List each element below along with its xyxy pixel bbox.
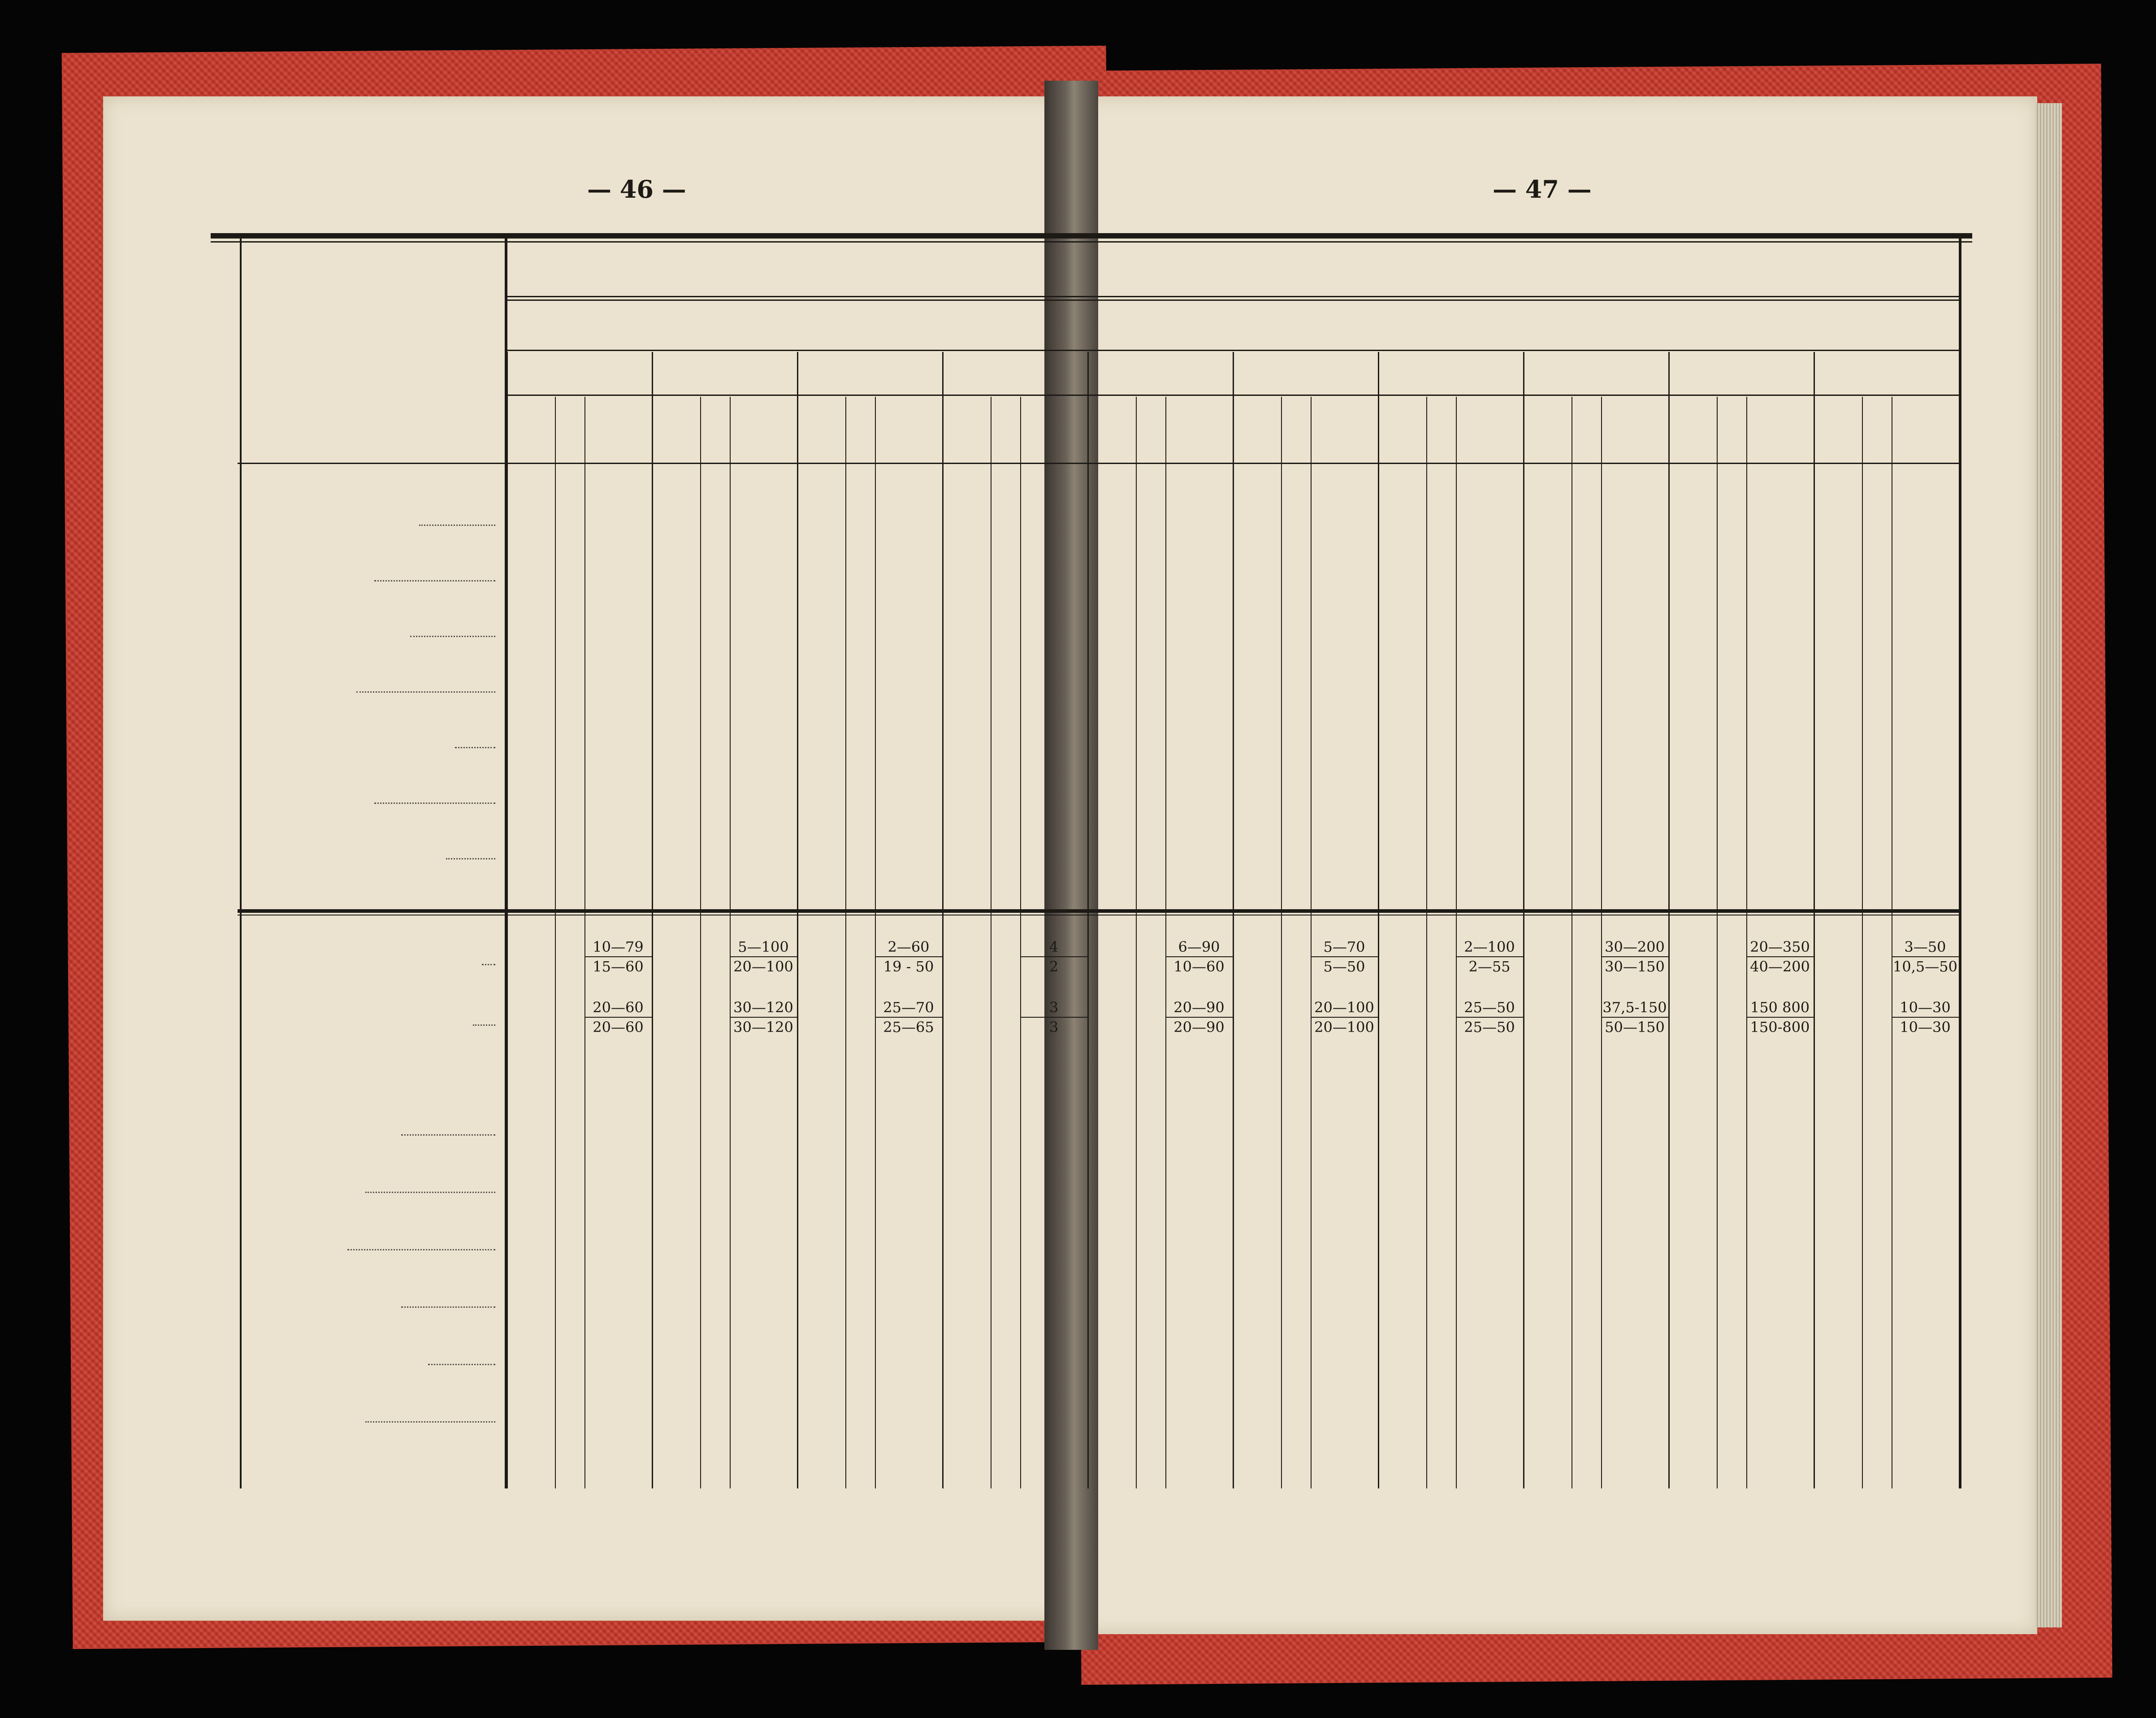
range-fraction-bottom: 150-800 [1750,1018,1810,1036]
crop-divider [797,352,798,1488]
range-fraction-top: 30—120 [730,1000,797,1018]
range-fraction-top: 6—90 [1165,940,1233,957]
dot-leader [365,1192,495,1193]
subcol-divider [1426,397,1427,1488]
crop-divider [942,352,944,1488]
dot-leader [401,1134,495,1136]
range-fraction-top: 3 [1020,1000,1087,1018]
range-fraction-bottom: 19 - 50 [883,958,934,975]
crop-divider [1378,352,1379,1488]
range-fraction-top: 20—60 [584,1000,652,1018]
range-fraction [1311,940,1378,974]
subcol-divider [1862,397,1863,1488]
dot-leader [446,858,495,859]
range-fraction [1601,1000,1668,1035]
range-fraction-top: 5—100 [730,940,797,957]
range-fraction-bottom: 10—30 [1900,1018,1951,1036]
range-fraction-top: 20—100 [1311,1000,1378,1018]
range-fraction-top: 10—79 [584,940,652,957]
dot-leader [365,1421,495,1423]
rule-under-header [238,463,1959,464]
dot-leader [347,1249,495,1250]
range-fraction [1456,1000,1523,1035]
dot-leader [419,525,495,526]
rule-top-thick [211,233,1972,239]
range-fraction-top: 4 [1020,940,1087,957]
range-fraction-bottom: 10—60 [1173,958,1225,975]
range-fraction [1020,940,1087,974]
crop-divider [652,352,653,1488]
range-fraction [584,940,652,974]
subcol-divider [1717,397,1718,1488]
range-fraction-bottom: 25—65 [883,1018,934,1036]
dot-leader [374,580,495,581]
crop-divider [1523,352,1524,1488]
subcol-divider [845,397,846,1488]
range-fraction-top: 20—90 [1165,1000,1233,1018]
range-fraction-bottom: 3 [1049,1018,1059,1036]
dot-leader [482,964,495,965]
range-fraction-bottom: 20—90 [1173,1018,1225,1036]
range-fraction [1165,1000,1233,1035]
range-fraction-bottom: 2 [1049,958,1059,975]
subcol-divider [1136,397,1137,1488]
range-fraction [1165,940,1233,974]
range-fraction-bottom: 30—120 [733,1018,793,1036]
dot-leader [356,691,495,693]
range-fraction [875,940,942,974]
range-fraction-top: 2—100 [1456,940,1523,957]
page-number-right: — 47 — [1493,175,1592,204]
range-fraction [1456,940,1523,974]
range-fraction-top: 3—50 [1892,940,1959,957]
range-fraction-bottom: 10,5—50 [1893,958,1957,975]
range-fraction [1020,1000,1087,1035]
range-fraction-bottom: 15—60 [593,958,644,975]
range-fraction [1892,1000,1959,1035]
subcol-divider [1281,397,1282,1488]
dot-leader [374,803,495,804]
range-fraction-bottom: 20—100 [1314,1018,1374,1036]
dot-leader [455,747,495,748]
crop-divider [507,352,508,1488]
range-fraction-top: 150 800 [1746,1000,1814,1018]
range-fraction-bottom: 5—50 [1323,958,1365,975]
range-fraction-bottom: 2—55 [1468,958,1511,975]
range-fraction [730,940,797,974]
rule-left-border [240,239,242,1488]
range-fraction [1746,940,1814,974]
range-fraction-bottom: 20—100 [733,958,793,975]
rule-under-subtitle [507,350,1959,351]
range-fraction-bottom: 50—150 [1605,1018,1665,1036]
rule-mid-thick [238,909,1959,913]
crop-divider [1087,352,1089,1488]
range-fraction-top: 25—50 [1456,1000,1523,1018]
range-fraction-top: 30—200 [1601,940,1668,957]
dot-leader [401,1306,495,1308]
range-fraction [730,1000,797,1035]
range-fraction-bottom: 25—50 [1464,1018,1515,1036]
crop-divider [1668,352,1670,1488]
range-fraction-top: 25—70 [875,1000,942,1018]
range-fraction [1601,940,1668,974]
range-fraction-top: 37,5-150 [1601,1000,1668,1018]
rule-under-title-2 [507,299,1959,301]
subcol-divider [700,397,701,1488]
range-fraction-bottom: 30—150 [1605,958,1665,975]
range-fraction [875,1000,942,1035]
range-fraction-top: 10—30 [1892,1000,1959,1018]
harvest-table-spread [211,161,1959,1515]
range-fraction-top: 2—60 [875,940,942,957]
page-edges [2035,103,2062,1627]
range-fraction [584,1000,652,1035]
dot-leader [410,636,495,637]
range-fraction [1892,940,1959,974]
range-fraction-top: 5—70 [1311,940,1378,957]
page-number-left: — 46 — [587,175,686,204]
range-fraction-bottom: 20—60 [593,1018,644,1036]
dot-leader [428,1364,495,1365]
range-fraction-top: 20—350 [1746,940,1814,957]
range-fraction [1746,1000,1814,1035]
rule-under-title [507,296,1959,297]
rule-top-thin [211,241,1972,243]
crop-divider [1814,352,1815,1488]
range-fraction [1311,1000,1378,1035]
rule-right-border [1959,239,1961,1488]
crop-divider [1233,352,1234,1488]
range-fraction-bottom: 40—200 [1750,958,1810,975]
subcol-divider [555,397,556,1488]
dot-leader [473,1024,495,1026]
